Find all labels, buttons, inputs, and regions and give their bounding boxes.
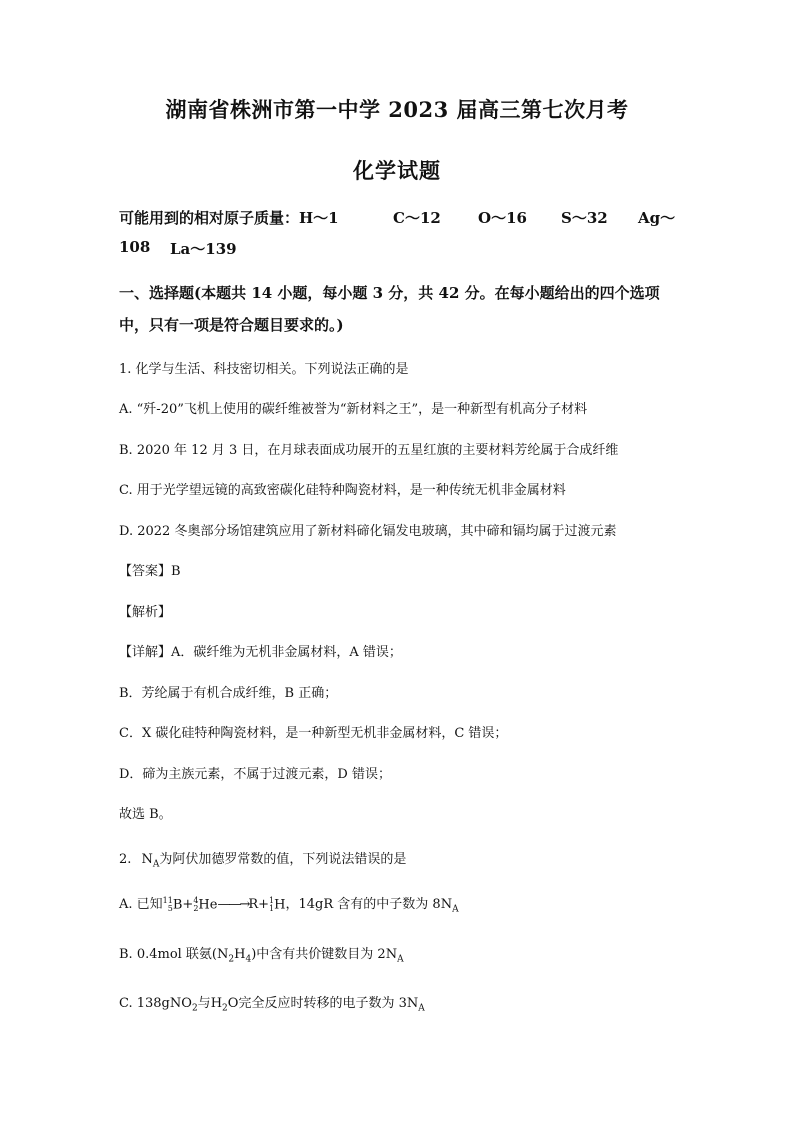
q2-stem-text: 为阿伏加德罗常数的值，下列说法错误的是: [159, 852, 407, 867]
q1-conclusion: 故选 B。: [119, 807, 172, 822]
q1-detail-a: 【详解】A．碳纤维为无机非金属材料，A 错误；: [119, 645, 402, 660]
atomic-mass-ag-value: 108: [119, 238, 151, 256]
q1-detail-c: C．X 碳化硅特种陶瓷材料，是一种新型无机非金属材料，C 错误；: [119, 726, 508, 741]
q2-option-b: B. 0.4mol 联氨$(N_2H_4)$中含有共价键数目为 $2N_A$: [119, 947, 404, 965]
hydrogen-nuclide: 1 1H: [269, 895, 286, 913]
page-subtitle: 化学试题: [353, 158, 441, 183]
q2-number: 2.: [119, 852, 132, 867]
q1-option-d: D. 2022 冬奥部分场馆建筑应用了新材料碲化镉发电玻璃，其中碲和镉均属于过渡元素: [119, 524, 617, 539]
atomic-mass-label: 可能用到的相对原子质量：H～1: [119, 209, 339, 227]
q2-stem: [119, 848, 406, 870]
q1-detail-d: D．碲为主族元素，不属于过渡元素，D 错误；: [119, 767, 391, 782]
q1-stem: 1. 化学与生活、科技密切相关。下列说法正确的是: [119, 362, 409, 377]
atomic-mass-s: S～32: [561, 209, 608, 227]
boron-nuclide: 11 5B: [162, 895, 183, 913]
q1-option-a: A. “歼-20”飞机上使用的碳纤维被誉为“新材料之王”，是一种新型有机高分子材料: [119, 402, 588, 417]
atomic-mass-la: La～139: [170, 240, 237, 258]
no2-formula: $NO_2$: [169, 996, 198, 1014]
reaction-arrow: ——→: [217, 897, 249, 912]
helium-nuclide: 4 2He: [193, 895, 218, 913]
q2-option-c: C. 138gNO$_2$与$H_2O$完全反应时转移的电子数为 $3N_A$: [119, 996, 425, 1014]
q1-option-b: B. 2020 年 12 月 3 日，在月球表面成功展开的五星红旗的主要材料芳纶属于合成纤维: [119, 443, 619, 458]
q1-option-c: C. 用于光学望远镜的高致密碳化硅特种陶瓷材料，是一种传统无机非金属材料: [119, 483, 566, 498]
q1-detail-b: B．芳纶属于有机合成纤维，B 正确；: [119, 686, 338, 701]
q1-answer: 【答案】B: [119, 564, 181, 579]
page-title: 湖南省株洲市第一中学 2023 届高三第七次月考: [165, 97, 629, 122]
atomic-mass-c: C～12: [393, 209, 441, 227]
section-heading-line2: 中，只有一项是符合题目要求的。): [119, 316, 344, 334]
atomic-mass-ag: Ag～: [638, 209, 676, 227]
hydrazine-formula: $N_2H_4$: [217, 947, 252, 965]
q2-na-symbol: $N_A$: [141, 852, 160, 870]
section-heading-line1: 一、选择题(本题共 14 小题，每小题 3 分，共 42 分。在每小题给出的四个选项: [119, 284, 660, 302]
q1-analysis-label: 【解析】: [119, 605, 172, 620]
atomic-mass-o: O～16: [478, 209, 527, 227]
water-formula: $H_2O$: [210, 996, 239, 1014]
q2-option-a: A. 已知11 5B+4 2He——→R+1 1H，14gR 含有的中子数为 $8N_A$: [119, 895, 459, 915]
